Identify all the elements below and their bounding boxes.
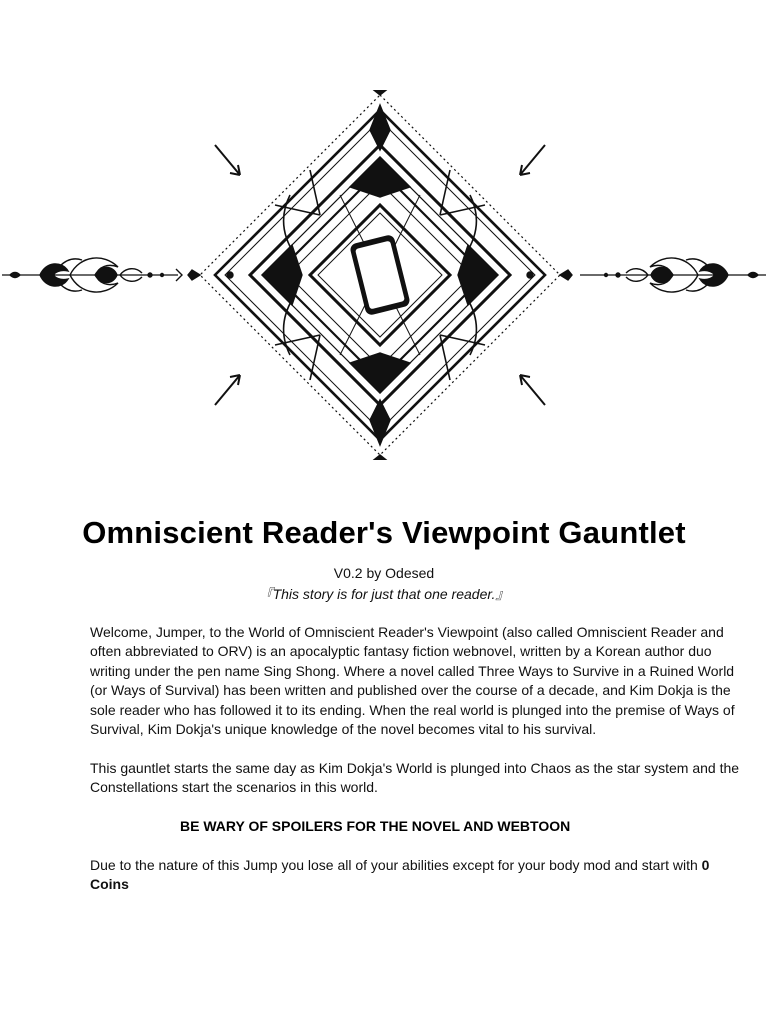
- abilities-paragraph: [90, 856, 740, 895]
- ornate-diamond-emblem-icon: [0, 90, 768, 460]
- tagline: 『This story is for just that one reader.』: [258, 586, 510, 602]
- header-emblem: [0, 90, 768, 460]
- version-line: V0.2 by Odesed: [333, 565, 435, 581]
- page-title: Omniscient Reader's Viewpoint Gauntlet: [82, 515, 686, 550]
- spoiler-warning: BE WARY OF SPOILERS FOR THE NOVEL AND WEBTOON: [180, 818, 571, 834]
- abilities-text: Due to the nature of this Jump you lose all of your abilities except for your body mod and start with: [90, 857, 702, 873]
- start-paragraph: This gauntlet starts the same day as Kim Dokja's World is plunged into Chaos as the star system and the Constellations start the scenarios in this world.: [90, 760, 740, 796]
- starting-coins: 0 Coins: [90, 857, 710, 893]
- left-flourish-icon: [2, 258, 182, 292]
- intro-paragraph: Welcome, Jumper, to the World of Omniscient Reader's Viewpoint (also called Omniscient Reader and often abbreviated to ORV) is an apocalyptic fantasy fiction webnovel, written by a Korean author duo writing under the pen name Sing Shong. Where a novel called Three Ways to Survive in a Ruined World (or Ways of Survival) has been written and published over the course of a decade, and Kim Dokja is the sole reader who has followed it to its ending. When the real world is plunged into the premise of Ways of Survival, Kim Dokja's unique knowledge of the novel becomes vital to his survival.: [90, 624, 735, 738]
- right-flourish-icon: [580, 258, 766, 292]
